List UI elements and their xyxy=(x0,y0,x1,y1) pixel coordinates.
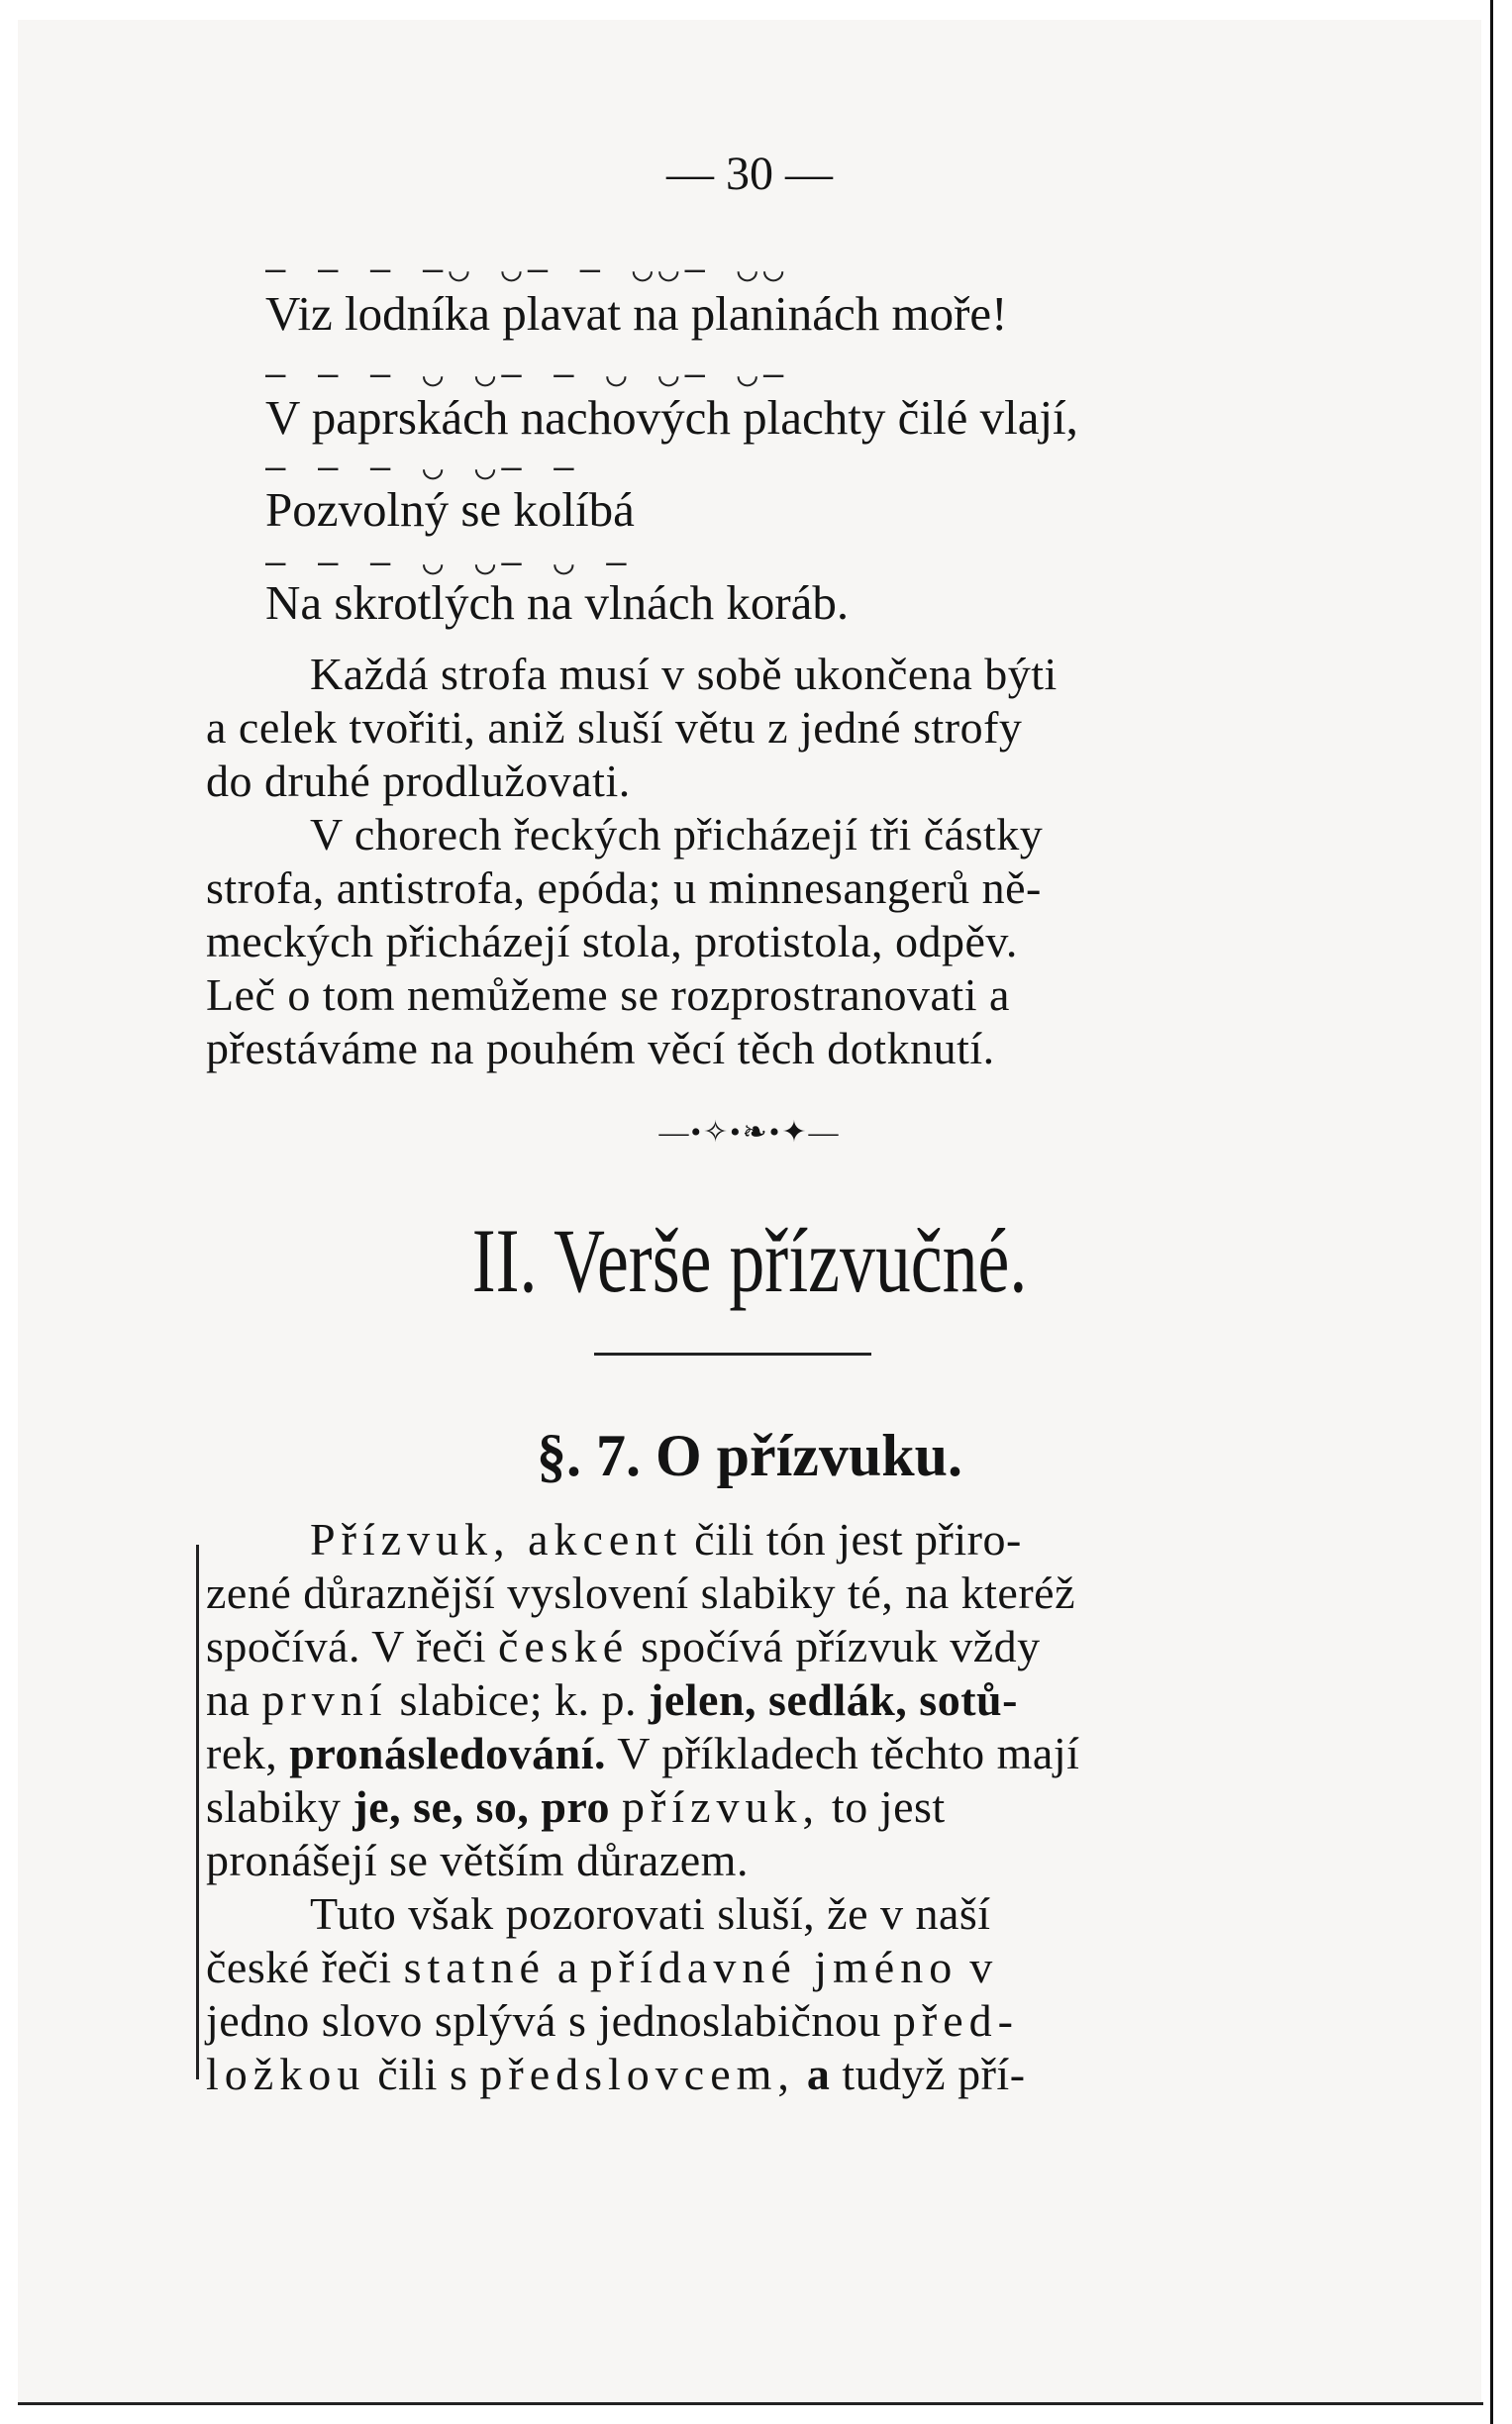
text-run: spočívá. V řeči xyxy=(206,1621,487,1671)
text-run: to jest xyxy=(832,1781,946,1832)
spaced-term: přízvuk, xyxy=(622,1781,821,1832)
text-run: v xyxy=(969,1942,993,1992)
verse-line-4: Na skrotlých na vlnách koráb. xyxy=(265,575,850,630)
section-title: II. Verše přízvučné. xyxy=(471,1210,1028,1311)
paragraph-line: meckých přicházejí stola, protistola, odpěv. xyxy=(206,916,1018,966)
paragraph-line: Leč o tom nemůžeme se rozprostranovati a xyxy=(206,969,1010,1020)
paragraph-line: pronášejí se větším důrazem. xyxy=(206,1835,749,1885)
paragraph-line: a celek tvořiti, aniž sluší větu z jedné strofy xyxy=(206,702,1023,753)
text-run: rek, xyxy=(206,1728,278,1778)
text-run: jedno slovo splývá s jednoslabičnou xyxy=(206,1995,881,2046)
page-bottom-edge xyxy=(18,2402,1483,2405)
paragraph-line: do druhé prodlužovati. xyxy=(206,756,631,806)
text-run: čili s xyxy=(377,2049,468,2099)
spaced-term: přídavné jméno xyxy=(589,1942,958,1992)
text-run: slabice; k. p. xyxy=(399,1674,638,1725)
paragraph-line: Každá strofa musí v sobě ukončena býti xyxy=(310,649,1058,699)
text-run: české řeči xyxy=(206,1942,392,1992)
binding-edge-line xyxy=(1490,0,1493,2424)
bold-term: je, se, so, pro xyxy=(353,1781,611,1832)
verse-meter-2: – – – ◡ ◡– – ◡ ◡– ◡– xyxy=(265,354,790,394)
spaced-term: české xyxy=(498,1621,630,1671)
verse-meter-4: – – – ◡ ◡– ◡ – xyxy=(265,543,633,582)
paragraph-line xyxy=(310,1513,1022,1566)
text-run: V příkladech těchto mají xyxy=(617,1728,1080,1778)
paragraph-line xyxy=(206,2048,1026,2100)
spaced-term: statné xyxy=(403,1942,546,1992)
text-run: slabiky xyxy=(206,1781,342,1832)
verse-line-1: Viz lodníka plavat na planinách moře! xyxy=(265,286,1008,341)
page-number: — 30 — xyxy=(666,148,833,200)
paragraph-line xyxy=(206,1780,946,1833)
paragraph-line: strofa, antistrofa, epóda; u minnesangerů ně- xyxy=(206,862,1042,913)
margin-line xyxy=(196,1545,199,2079)
spaced-term: před- xyxy=(892,1995,1019,2046)
verse-meter-3: – – – ◡ ◡– – xyxy=(265,448,580,487)
book-page xyxy=(18,20,1481,2401)
spaced-term: první xyxy=(261,1674,388,1725)
spaced-term: ložkou xyxy=(206,2049,366,2099)
spaced-term: Přízvuk, akcent xyxy=(310,1514,683,1565)
paragraph-line: V chorech řeckých přicházejí tři částky xyxy=(310,809,1044,859)
text-run: a xyxy=(556,1942,578,1992)
verse-line-3: Pozvolný se kolíbá xyxy=(265,482,635,537)
paragraph-line xyxy=(206,1673,1018,1726)
paragraph-title: §. 7. O přízvuku. xyxy=(536,1423,963,1488)
paragraph-line xyxy=(206,1941,993,1993)
text-run: spočívá přízvuk vždy xyxy=(641,1621,1041,1671)
bold-term: a xyxy=(806,2049,831,2099)
text-run: na xyxy=(206,1674,251,1725)
paragraph-line xyxy=(206,1620,1041,1672)
ornament-divider: —•✧•❧•✦— xyxy=(658,1116,841,1149)
paragraph-line: zené důraznější vyslovení slabiky té, na kteréž xyxy=(206,1567,1076,1618)
paragraph-line: přestáváme na pouhém věcí těch dotknutí. xyxy=(206,1023,995,1073)
text-run: tudyž pří- xyxy=(842,2049,1026,2099)
page-edge xyxy=(1481,0,1512,2424)
bold-term: pronásledování. xyxy=(289,1728,607,1778)
title-rule xyxy=(594,1353,871,1356)
verse-line-2: V paprskách nachových plachty čilé vlají, xyxy=(265,390,1078,445)
paragraph-line xyxy=(206,1994,1019,2047)
bold-term: jelen, sedlák, sotů- xyxy=(649,1674,1018,1725)
verse-meter-1: – – – –◡ ◡– – ◡◡– ◡◡ xyxy=(265,250,790,289)
text-run: čili tón jest přiro- xyxy=(694,1514,1022,1565)
paragraph-line xyxy=(206,1727,1079,1779)
paragraph-line: Tuto však pozorovati sluší, že v naší xyxy=(310,1888,991,1939)
spaced-term: předslovcem, xyxy=(479,2049,795,2099)
